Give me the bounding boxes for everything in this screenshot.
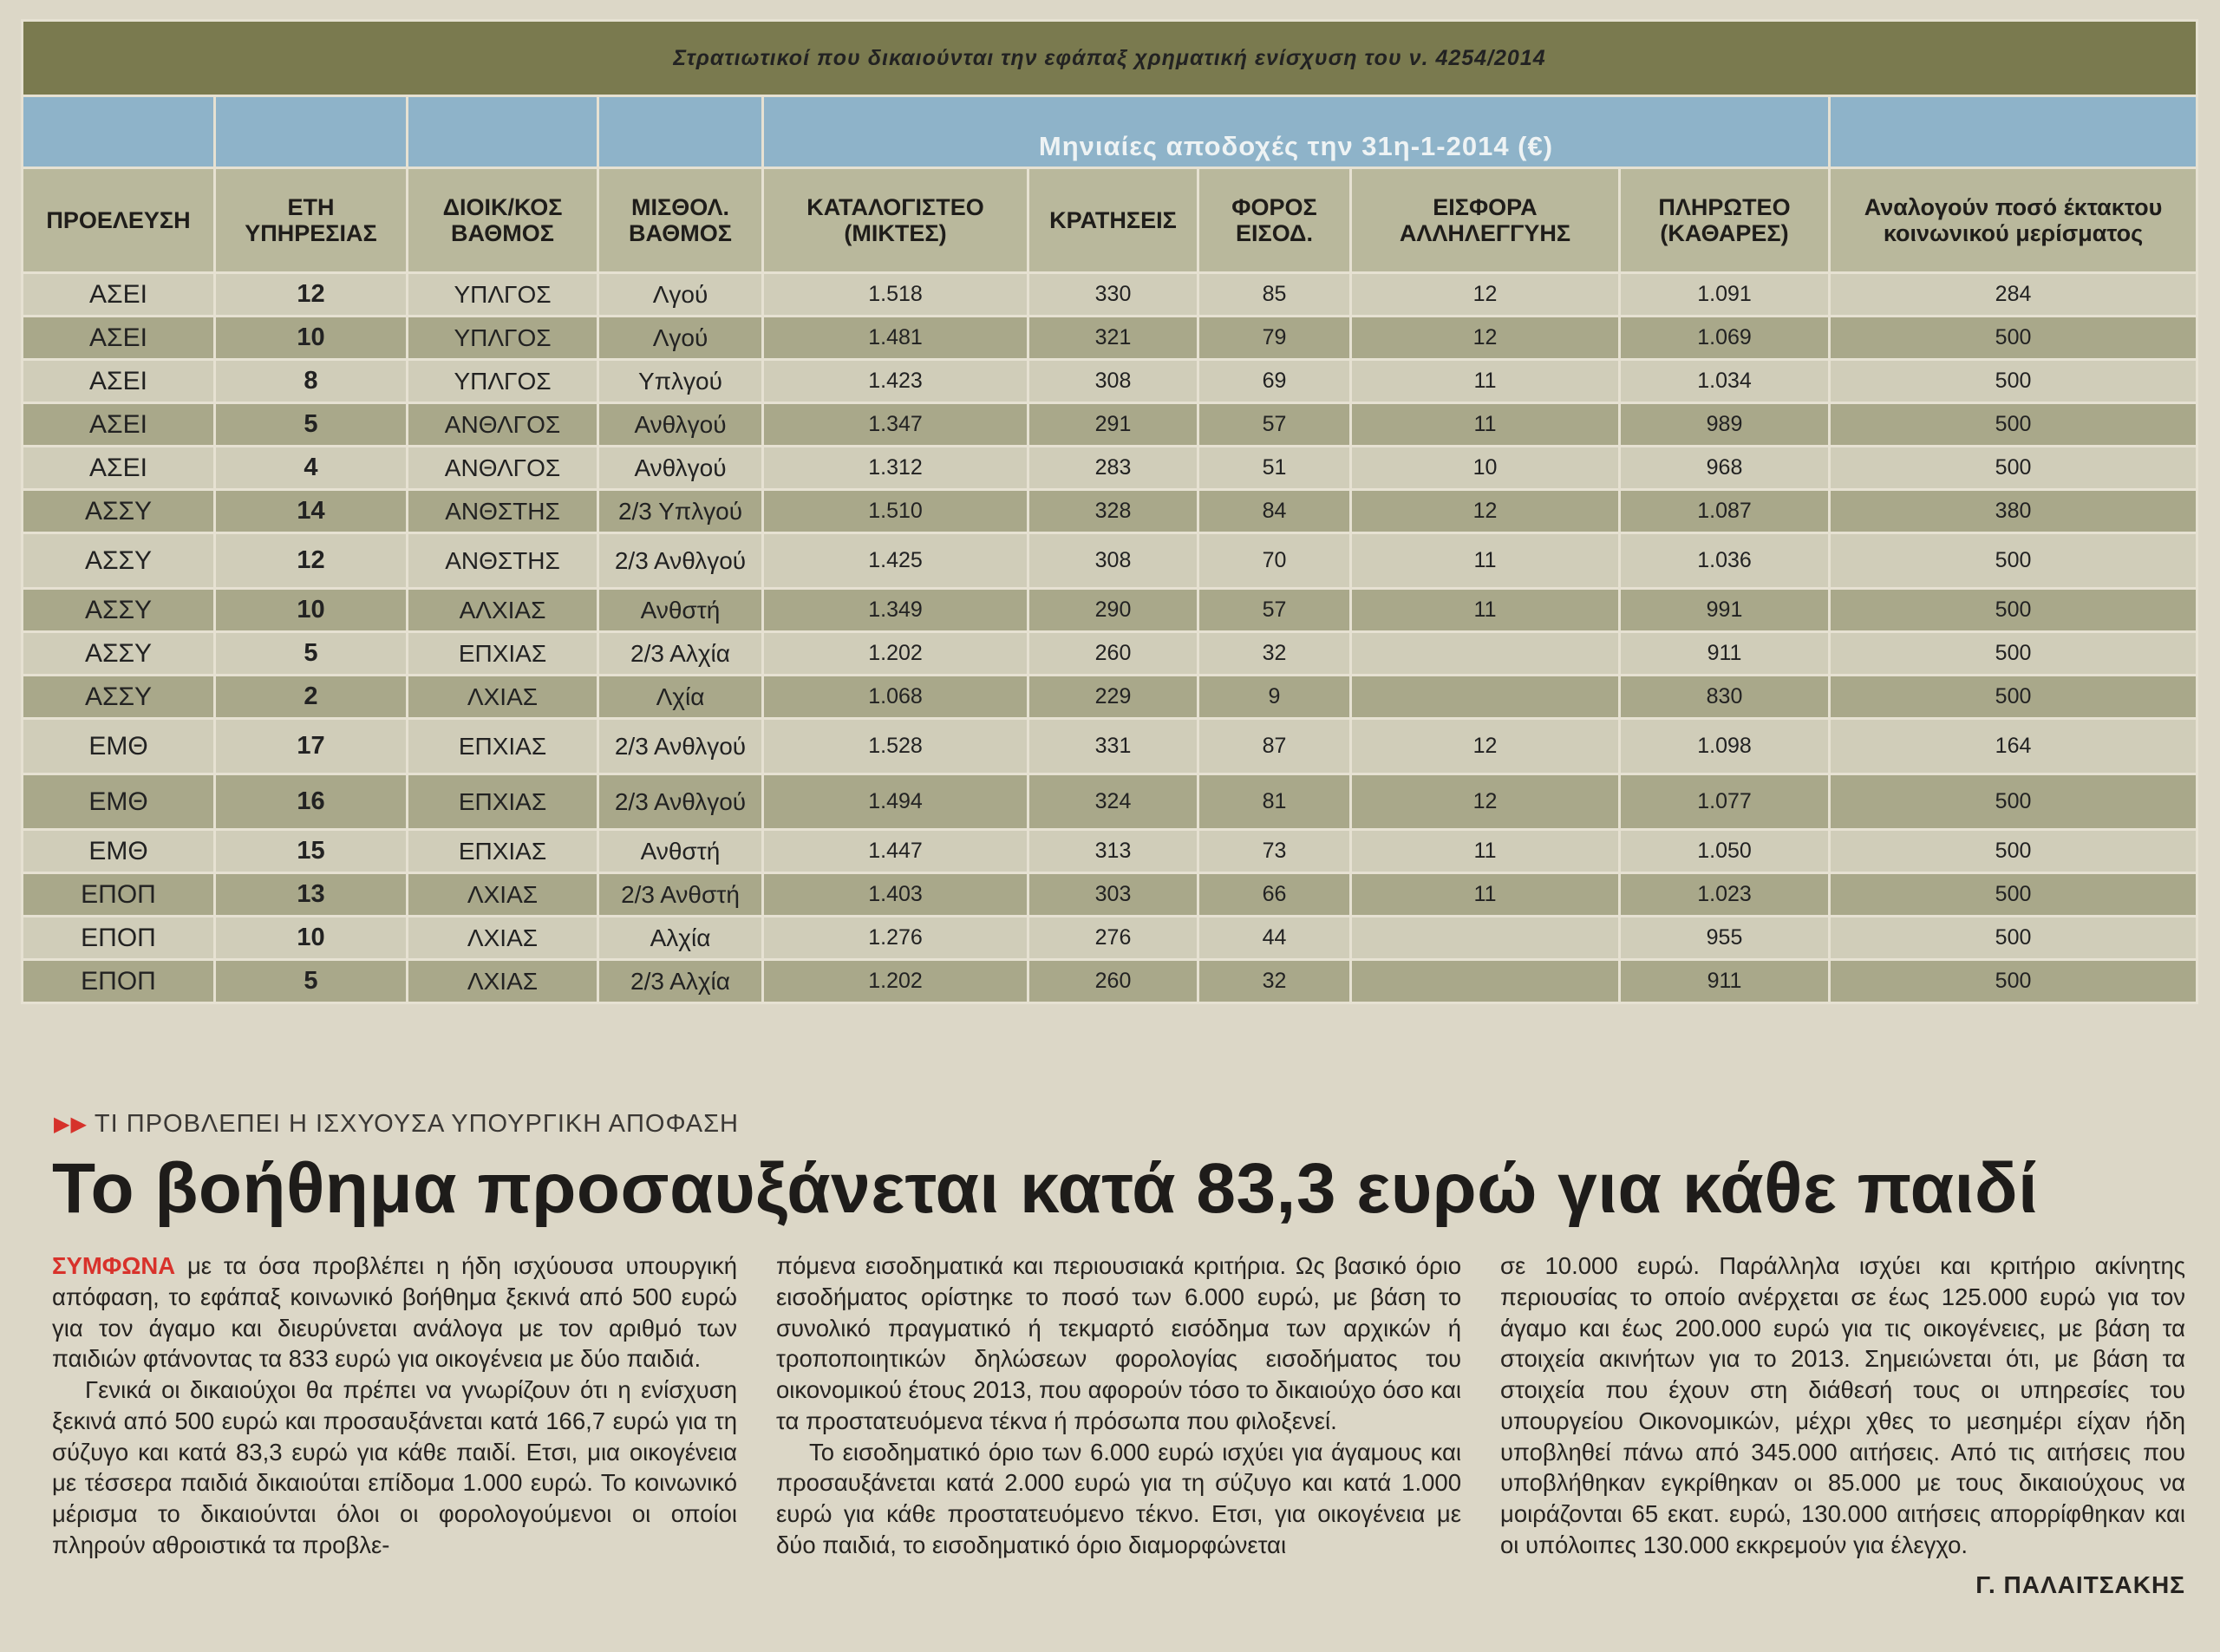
cell-origin: ΕΠΟΠ (23, 917, 215, 960)
cell-deductions: 260 (1028, 960, 1198, 1003)
article-column-3 (1500, 1250, 2185, 1632)
cell-tax: 66 (1198, 873, 1351, 917)
cell-net: 911 (1620, 632, 1830, 676)
double-arrow-icon: ▶▶ (54, 1113, 88, 1136)
cell-gross: 1.425 (763, 533, 1028, 589)
cell-levy (1351, 676, 1620, 719)
cell-tax: 57 (1198, 403, 1351, 447)
cell-dividend: 380 (1830, 490, 2197, 533)
cell-deductions: 324 (1028, 774, 1198, 830)
cell-levy: 12 (1351, 317, 1620, 360)
cell-deductions: 308 (1028, 533, 1198, 589)
cell-net: 991 (1620, 589, 1830, 632)
cell-grade: Ανθστή (598, 589, 763, 632)
table-row (23, 317, 2197, 360)
article-kicker (54, 1110, 739, 1139)
cell-grade: Ανθλγού (598, 447, 763, 490)
table-row (23, 719, 2197, 774)
cell-tax: 32 (1198, 632, 1351, 676)
cell-gross: 1.518 (763, 273, 1028, 317)
cell-dividend: 500 (1830, 917, 2197, 960)
cell-deductions: 328 (1028, 490, 1198, 533)
cell-grade: 2/3 Αλχία (598, 632, 763, 676)
cell-dividend: 164 (1830, 719, 2197, 774)
cell-origin: ΕΜΘ (23, 774, 215, 830)
table-row (23, 490, 2197, 533)
cell-levy: 12 (1351, 719, 1620, 774)
header-solidarity-levy: ΕΙΣΦΟΡΑ ΑΛΛΗΛΕΓΓΥΗΣ (1351, 168, 1620, 273)
table-row (23, 360, 2197, 403)
cell-origin: ΕΠΟΠ (23, 873, 215, 917)
cell-levy: 11 (1351, 533, 1620, 589)
cell-years: 12 (215, 533, 408, 589)
cell-grade: 2/3 Ανθλγού (598, 719, 763, 774)
cell-years: 12 (215, 273, 408, 317)
cell-deductions: 260 (1028, 632, 1198, 676)
cell-years: 17 (215, 719, 408, 774)
header-income-tax: ΦΟΡΟΣ ΕΙΣΟΔ. (1198, 168, 1351, 273)
cell-net: 1.050 (1620, 830, 1830, 873)
cell-grade: 2/3 Ανθστή (598, 873, 763, 917)
cell-grade: 2/3 Υπλγού (598, 490, 763, 533)
period-label: Μηνιαίες αποδοχές την 31η-1-2014 (€) (763, 96, 1830, 168)
cell-levy: 12 (1351, 774, 1620, 830)
cell-deductions: 303 (1028, 873, 1198, 917)
cell-origin: ΕΜΘ (23, 830, 215, 873)
cell-origin: ΑΣΕΙ (23, 317, 215, 360)
cell-rank: ΥΠΛΓΟΣ (408, 360, 598, 403)
cell-gross: 1.447 (763, 830, 1028, 873)
period-blank-cell (23, 96, 215, 168)
table-header-row (23, 168, 2197, 273)
cell-grade: Αλχία (598, 917, 763, 960)
header-years-of-service: ΕΤΗ ΥΠΗΡΕΣΙΑΣ (215, 168, 408, 273)
cell-grade: 2/3 Ανθλγού (598, 774, 763, 830)
table-title: Στρατιωτικοί που δικαιούνται την εφάπαξ χρηματική ενίσχυση του ν. 4254/2014 (23, 21, 2197, 96)
cell-gross: 1.403 (763, 873, 1028, 917)
table-row (23, 533, 2197, 589)
cell-years: 10 (215, 589, 408, 632)
cell-rank: ΑΛΧΙΑΣ (408, 589, 598, 632)
kicker-text: ΤΙ ΠΡΟΒΛΕΠΕΙ Η ΙΣΧΥΟΥΣΑ ΥΠΟΥΡΓΙΚΗ ΑΠΟΦΑΣΗ (94, 1110, 739, 1138)
table-row (23, 676, 2197, 719)
header-net-pay: ΠΛΗΡΩΤΕΟ (ΚΑΘΑΡΕΣ) (1620, 168, 1830, 273)
header-pay-grade: ΜΙΣΘΟΛ. ΒΑΘΜΟΣ (598, 168, 763, 273)
benefits-table-panel (21, 19, 2196, 1004)
table-row (23, 447, 2197, 490)
table-row (23, 403, 2197, 447)
cell-origin: ΑΣΕΙ (23, 360, 215, 403)
cell-dividend: 500 (1830, 873, 2197, 917)
cell-years: 8 (215, 360, 408, 403)
table-body (23, 273, 2197, 1003)
cell-gross: 1.349 (763, 589, 1028, 632)
cell-net: 830 (1620, 676, 1830, 719)
cell-deductions: 331 (1028, 719, 1198, 774)
cell-dividend: 500 (1830, 830, 2197, 873)
cell-net: 1.023 (1620, 873, 1830, 917)
article-headline: Το βοήθημα προσαυξάνεται κατά 83,3 ευρώ για κάθε παιδί (52, 1149, 2039, 1228)
cell-origin: ΑΣΕΙ (23, 447, 215, 490)
cell-deductions: 308 (1028, 360, 1198, 403)
cell-net: 1.098 (1620, 719, 1830, 774)
cell-years: 5 (215, 960, 408, 1003)
cell-dividend: 500 (1830, 676, 2197, 719)
header-deductions: ΚΡΑΤΗΣΕΙΣ (1028, 168, 1198, 273)
article (42, 1100, 2184, 1637)
cell-gross: 1.276 (763, 917, 1028, 960)
table-row (23, 632, 2197, 676)
cell-tax: 57 (1198, 589, 1351, 632)
cell-gross: 1.068 (763, 676, 1028, 719)
cell-tax: 51 (1198, 447, 1351, 490)
cell-deductions: 330 (1028, 273, 1198, 317)
cell-gross: 1.510 (763, 490, 1028, 533)
cell-gross: 1.423 (763, 360, 1028, 403)
cell-gross: 1.481 (763, 317, 1028, 360)
cell-origin: ΕΜΘ (23, 719, 215, 774)
cell-deductions: 276 (1028, 917, 1198, 960)
cell-tax: 79 (1198, 317, 1351, 360)
cell-net: 968 (1620, 447, 1830, 490)
cell-dividend: 500 (1830, 533, 2197, 589)
cell-rank: ΛΧΙΑΣ (408, 960, 598, 1003)
cell-tax: 70 (1198, 533, 1351, 589)
table-row (23, 917, 2197, 960)
cell-tax: 81 (1198, 774, 1351, 830)
table-row (23, 273, 2197, 317)
cell-dividend: 284 (1830, 273, 2197, 317)
cell-origin: ΑΣΣΥ (23, 676, 215, 719)
cell-rank: ΑΝΘΣΤΗΣ (408, 533, 598, 589)
cell-years: 15 (215, 830, 408, 873)
article-paragraph: πόμενα εισοδηματικά και περιουσιακά κριτήρια. Ως βασικό όριο εισοδήματος ορίστηκε το ποσό των 6.000 ευρώ, με βάση το συνολικό πραγματικό ή τεκμαρτό εισόδημα των αρχικών ή τροποποιητικών δηλώσεων φορολογίας εισοδήματος του οικονομικού έτους 2013, που αφορούν τόσο το δικαιούχο όσο και τα προστατευόμενα τέκνα ή πρόσωπα που φιλοξενεί. (776, 1252, 1461, 1434)
cell-grade: Υπλγού (598, 360, 763, 403)
article-columns (52, 1250, 2185, 1632)
cell-net: 1.036 (1620, 533, 1830, 589)
cell-years: 13 (215, 873, 408, 917)
cell-dividend: 500 (1830, 632, 2197, 676)
cell-rank: ΑΝΘΣΤΗΣ (408, 490, 598, 533)
cell-gross: 1.202 (763, 632, 1028, 676)
cell-dividend: 500 (1830, 589, 2197, 632)
cell-origin: ΕΠΟΠ (23, 960, 215, 1003)
cell-net: 1.077 (1620, 774, 1830, 830)
cell-levy (1351, 960, 1620, 1003)
table-row (23, 774, 2197, 830)
cell-tax: 87 (1198, 719, 1351, 774)
cell-origin: ΑΣΣΥ (23, 533, 215, 589)
cell-rank: ΛΧΙΑΣ (408, 917, 598, 960)
cell-origin: ΑΣΕΙ (23, 273, 215, 317)
cell-deductions: 321 (1028, 317, 1198, 360)
cell-net: 1.034 (1620, 360, 1830, 403)
cell-deductions: 313 (1028, 830, 1198, 873)
period-blank-cell (1830, 96, 2197, 168)
cell-years: 10 (215, 917, 408, 960)
cell-levy: 11 (1351, 830, 1620, 873)
cell-rank: ΥΠΛΓΟΣ (408, 273, 598, 317)
cell-years: 5 (215, 632, 408, 676)
cell-levy: 12 (1351, 490, 1620, 533)
cell-dividend: 500 (1830, 960, 2197, 1003)
cell-rank: ΕΠΧΙΑΣ (408, 719, 598, 774)
header-social-dividend: Αναλογούν ποσό έκτακτου κοινωνικού μερίσματος (1830, 168, 2197, 273)
cell-levy: 11 (1351, 873, 1620, 917)
table-row (23, 960, 2197, 1003)
cell-net: 955 (1620, 917, 1830, 960)
cell-deductions: 290 (1028, 589, 1198, 632)
article-column-1 (52, 1250, 737, 1632)
cell-rank: ΕΠΧΙΑΣ (408, 774, 598, 830)
cell-dividend: 500 (1830, 403, 2197, 447)
cell-levy (1351, 632, 1620, 676)
article-paragraph: Γενικά οι δικαιούχοι θα πρέπει να γνωρίζουν ότι η ενίσχυση ξεκινά από 500 ευρώ και προσαυξάνεται κατά 166,7 ευρώ για τη σύζυγο και κατά 83,3 ευρώ για κάθε παιδί. Ετσι, μια οικογένεια με τέσσερα παιδιά δικαιούται επίδομα 1.000 ευρώ. Το κοινωνικό μέρισμα το δικαιούνται όλοι οι φορολογούμενοι οι οποίοι πληρούν αθροιστικά τα προβλε- (52, 1376, 737, 1558)
cell-tax: 73 (1198, 830, 1351, 873)
cell-origin: ΑΣΣΥ (23, 490, 215, 533)
cell-years: 14 (215, 490, 408, 533)
cell-tax: 85 (1198, 273, 1351, 317)
cell-tax: 44 (1198, 917, 1351, 960)
cell-rank: ΛΧΙΑΣ (408, 873, 598, 917)
lead-word: ΣΥΜΦΩΝΑ (52, 1252, 176, 1279)
cell-levy: 12 (1351, 273, 1620, 317)
cell-deductions: 291 (1028, 403, 1198, 447)
cell-net: 911 (1620, 960, 1830, 1003)
cell-grade: Ανθστή (598, 830, 763, 873)
paragraph-text: με τα όσα προβλέπει η ήδη ισχύουσα υπουργική απόφαση, το εφάπαξ κοινωνικό βοήθημα ξεκινά από 500 ευρώ για τον άγαμο και διευρύνεται ανάλογα με τον αριθμό των παιδιών φτάνοντας τα 833 ευρώ για οικογένεια με δύο παιδιά. (52, 1252, 737, 1373)
cell-levy: 11 (1351, 589, 1620, 632)
article-paragraph: Το εισοδηματικό όριο των 6.000 ευρώ ισχύει για άγαμους και προσαυξάνεται κατά 2.000 ευρώ για τη σύζυγο και κατά 1.000 ευρώ για κάθε προστατευόμενο τέκνο. Ετσι, για οικογένεια με δύο παιδιά, το εισοδηματικό όριο διαμορφώνεται (776, 1438, 1461, 1558)
cell-rank: ΥΠΛΓΟΣ (408, 317, 598, 360)
cell-years: 4 (215, 447, 408, 490)
cell-gross: 1.312 (763, 447, 1028, 490)
table-row (23, 873, 2197, 917)
cell-origin: ΑΣΕΙ (23, 403, 215, 447)
cell-levy: 10 (1351, 447, 1620, 490)
benefits-table (21, 19, 2198, 1004)
cell-grade: 2/3 Ανθλγού (598, 533, 763, 589)
cell-rank: ΑΝΘΛΓΟΣ (408, 403, 598, 447)
article-paragraph: σε 10.000 ευρώ. Παράλληλα ισχύει και κριτήριο ακίνητης περιουσίας το οποίο ανέρχεται σε έως 125.000 ευρώ για τον άγαμο και έως 200.000 ευρώ για τις οικογένειες, με βάση τα στοιχεία ακινήτων για το 2013. Σημειώνεται ότι, με βάση τα στοιχεία που έχουν στη διάθεσή τους οι υπηρεσίες του υπουργείου Οικονομικών, μέχρι χθες το μεσημέρι είχαν ήδη υποβληθεί πάνω από 345.000 αιτήσεις. Από τις αιτήσεις που υποβλήθηκαν εγκρίθηκαν οι 85.000 με τους δικαιούχους να μοιράζονται 65 εκατ. ευρώ, 130.000 αιτήσεις απορρίφθηκαν και οι υπόλοιπες 130.000 εκκρεμούν για έλεγχο. (1500, 1252, 2185, 1558)
cell-levy (1351, 917, 1620, 960)
period-blank-cell (408, 96, 598, 168)
article-column-2 (776, 1250, 1461, 1632)
header-gross-pay: ΚΑΤΑΛΟΓΙΣΤΕΟ (ΜΙΚΤΕΣ) (763, 168, 1028, 273)
period-blank-cell (215, 96, 408, 168)
cell-origin: ΑΣΣΥ (23, 589, 215, 632)
cell-years: 16 (215, 774, 408, 830)
cell-gross: 1.528 (763, 719, 1028, 774)
cell-levy: 11 (1351, 403, 1620, 447)
article-paragraph (52, 1250, 737, 1374)
header-origin: ΠΡΟΕΛΕΥΣΗ (23, 168, 215, 273)
cell-dividend: 500 (1830, 774, 2197, 830)
cell-gross: 1.494 (763, 774, 1028, 830)
cell-levy: 11 (1351, 360, 1620, 403)
cell-tax: 84 (1198, 490, 1351, 533)
cell-tax: 69 (1198, 360, 1351, 403)
cell-gross: 1.347 (763, 403, 1028, 447)
cell-tax: 32 (1198, 960, 1351, 1003)
cell-grade: Ανθλγού (598, 403, 763, 447)
cell-dividend: 500 (1830, 317, 2197, 360)
cell-net: 1.087 (1620, 490, 1830, 533)
cell-dividend: 500 (1830, 360, 2197, 403)
cell-net: 1.091 (1620, 273, 1830, 317)
cell-net: 1.069 (1620, 317, 1830, 360)
table-row (23, 589, 2197, 632)
cell-rank: ΕΠΧΙΑΣ (408, 830, 598, 873)
byline: Γ. ΠΑΛΑΙΤΣΑΚΗΣ (1975, 1570, 2185, 1598)
cell-years: 5 (215, 403, 408, 447)
cell-deductions: 283 (1028, 447, 1198, 490)
table-row (23, 830, 2197, 873)
cell-grade: Λγού (598, 273, 763, 317)
cell-net: 989 (1620, 403, 1830, 447)
cell-grade: Λγού (598, 317, 763, 360)
cell-years: 10 (215, 317, 408, 360)
cell-tax: 9 (1198, 676, 1351, 719)
cell-grade: 2/3 Αλχία (598, 960, 763, 1003)
cell-rank: ΛΧΙΑΣ (408, 676, 598, 719)
cell-origin: ΑΣΣΥ (23, 632, 215, 676)
cell-deductions: 229 (1028, 676, 1198, 719)
cell-rank: ΕΠΧΙΑΣ (408, 632, 598, 676)
cell-dividend: 500 (1830, 447, 2197, 490)
cell-years: 2 (215, 676, 408, 719)
cell-rank: ΑΝΘΛΓΟΣ (408, 447, 598, 490)
cell-grade: Λχία (598, 676, 763, 719)
period-blank-cell (598, 96, 763, 168)
header-administrative-rank: ΔΙΟΙΚ/ΚΟΣ ΒΑΘΜΟΣ (408, 168, 598, 273)
cell-gross: 1.202 (763, 960, 1028, 1003)
